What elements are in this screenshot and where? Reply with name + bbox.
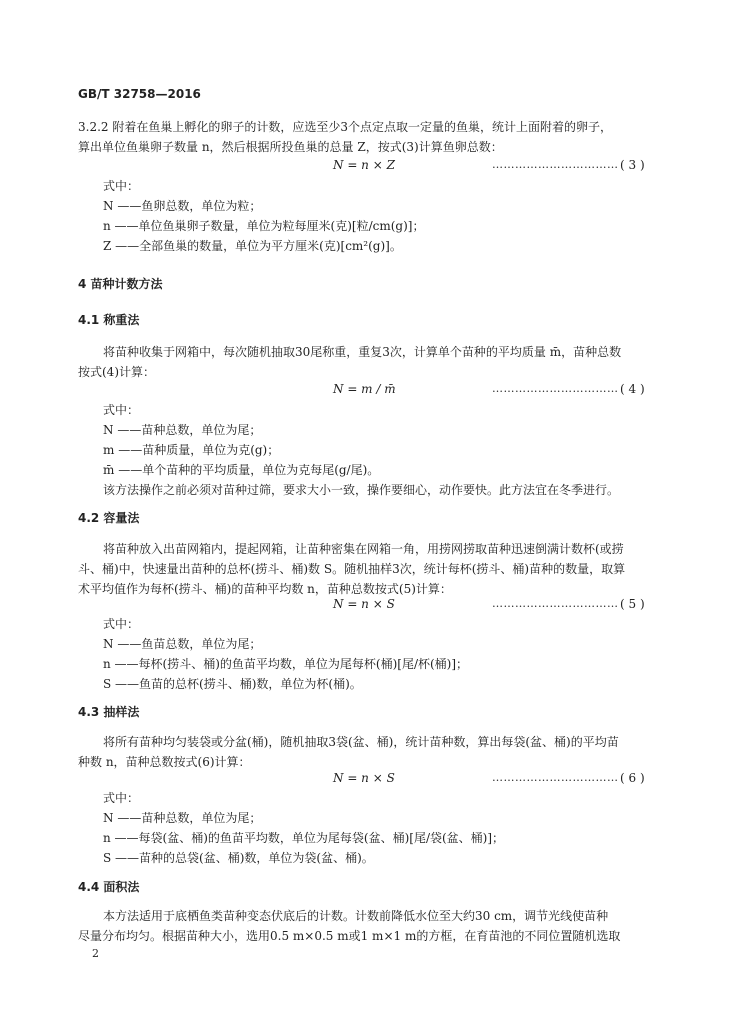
page-number: 2 [92,947,99,960]
equation-5-leader: …………………………… [492,597,619,610]
equation-6-number: ( 6 ) [620,771,645,785]
section-4-3-heading: 4.3 抽样法 [78,705,140,719]
clause-3-2-2-line-1: 3.2.2 附着在鱼巢上孵化的卵子的计数，应选至少3个点定点取一定量的鱼巢，统计上面附着的卵子， [78,120,612,134]
section-4-1-para-line-2: 按式(4)计算： [78,365,155,379]
equation-3-number: ( 3 ) [620,158,645,172]
section-4-2-heading: 4.2 容量法 [78,511,140,525]
section-4-3-para-line-2: 种数 n，苗种总数按式(6)计算： [78,755,251,769]
var-def-5-S: S ——鱼苗的总杯(捞斗、桶)数，单位为杯(桶)。 [103,677,362,691]
var-def-6-N: N ——苗种总数，单位为尾； [103,811,262,825]
equation-5-number: ( 5 ) [620,597,645,611]
var-def-3-n: n ——单位鱼巢卵子数量，单位为粒每厘米(克)[粒/cm(g)]； [103,219,425,233]
var-def-3-N: N ——鱼卵总数，单位为粒； [103,199,262,213]
equation-3-formula: N = n × Z [333,158,395,172]
var-def-5-N: N ——鱼苗总数，单位为尾； [103,637,262,651]
section-4-4-para-line-1: 本方法适用于底栖鱼类苗种变态伏底后的计数。计数前降低水位至大约30 cm，调节光线使苗种 [103,909,609,923]
clause-3-2-2-line-2: 算出单位鱼巢卵子数量 n，然后根据所投鱼巢的总量 Z，按式(3)计算鱼卵总数： [78,140,503,154]
where-label-5: 式中： [103,617,140,631]
var-def-4-N: N ——苗种总数，单位为尾； [103,423,262,437]
equation-4-number: ( 4 ) [620,382,645,396]
section-4-3-para-line-1: 将所有苗种均匀装袋或分盆(桶)，随机抽取3袋(盆、桶)，统计苗种数，算出每袋(盆、桶)的平均苗 [103,735,619,749]
section-4-4-para-line-2: 尽量分布均匀。根据苗种大小，选用0.5 m×0.5 m或1 m×1 m的方框，在育苗池的不同位置随机选取 [78,929,621,943]
section-4-2-para-line-1: 将苗种放入出苗网箱内，提起网箱，让苗种密集在网箱一角，用捞网捞取苗种迅速倒满计数杯(或捞 [103,542,624,556]
where-label-6: 式中： [103,791,140,805]
section-4-1-para-line-1: 将苗种收集于网箱中，每次随机抽取30尾称重，重复3次，计算单个苗种的平均质量 m̄，苗种总数 [103,345,622,359]
equation-6-formula: N = n × S [333,771,395,785]
var-def-6-n: n ——每袋(盆、桶)的鱼苗平均数，单位为尾每袋(盆、桶)[尾/袋(盆、桶)]； [103,831,505,845]
var-def-4-m: m ——苗种质量，单位为克(g)； [103,443,280,457]
equation-6-leader: …………………………… [492,771,619,784]
section-4-1-heading: 4.1 称重法 [78,313,140,327]
var-def-6-S: S ——苗种的总袋(盆、桶)数，单位为袋(盆、桶)。 [103,851,374,865]
equation-4-leader: …………………………… [492,382,619,395]
where-label-3: 式中： [103,179,140,193]
var-def-3-Z: Z ——全部鱼巢的数量，单位为平方厘米(克)[cm²(g)]。 [103,239,402,253]
section-4-2-para-line-3: 术平均值作为每杯(捞斗、桶)的苗种平均数 n，苗种总数按式(5)计算： [78,582,452,596]
equation-4-formula: N = m / m̄ [333,382,396,396]
equation-5-formula: N = n × S [333,597,395,611]
section-4-2-para-line-2: 斗、桶)中，快速量出苗种的总杯(捞斗、桶)数 S。随机抽样3次，统计每杯(捞斗、桶)苗种的数量，取算 [78,562,626,576]
var-def-5-n: n ——每杯(捞斗、桶)的鱼苗平均数，单位为尾每杯(桶)[尾/杯(桶)]； [103,657,469,671]
section-4-4-heading: 4.4 面积法 [78,880,140,894]
where-label-4: 式中： [103,403,140,417]
document-header: GB/T 32758—2016 [78,87,201,101]
section-4-heading: 4 苗种计数方法 [78,277,163,291]
equation-3-leader: …………………………… [492,158,619,171]
section-4-1-note: 该方法操作之前必须对苗种过筛，要求大小一致，操作要细心，动作要快。此方法宜在冬季进行。 [103,483,620,497]
var-def-4-m-bar: m̄ ——单个苗种的平均质量，单位为克每尾(g/尾)。 [103,463,380,477]
